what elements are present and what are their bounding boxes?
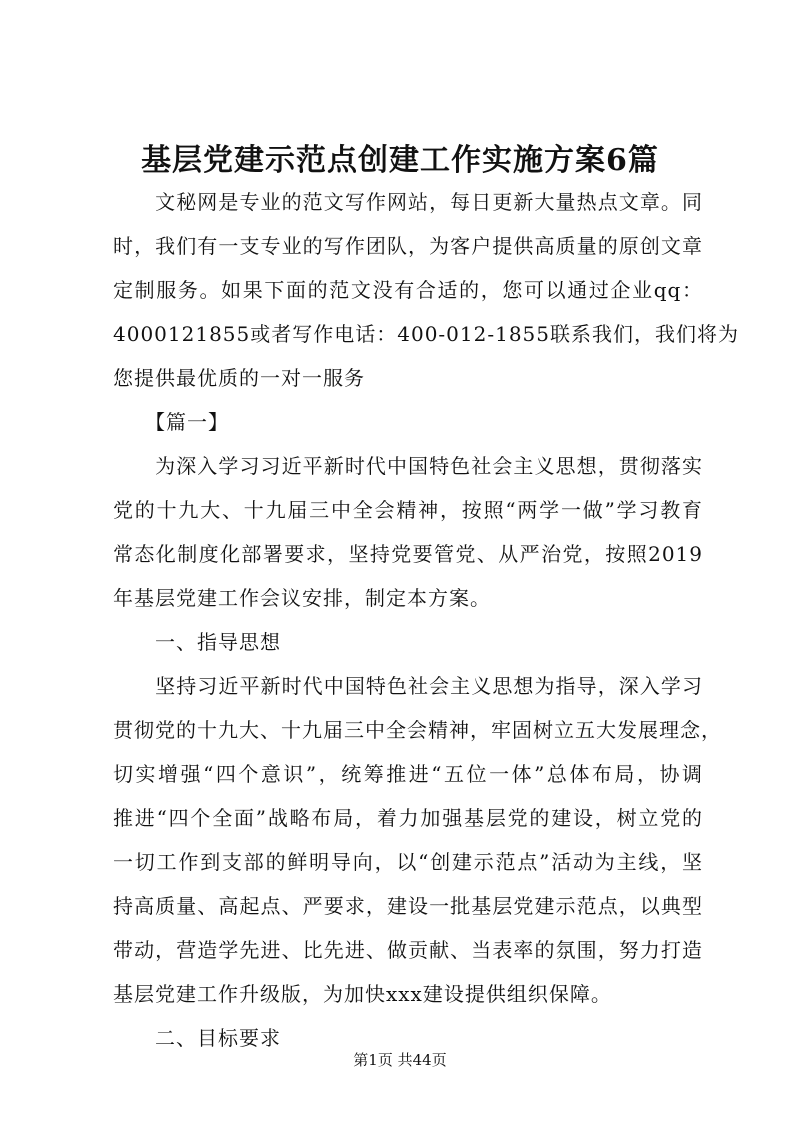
paragraph-line: 一切工作到支部的鲜明导向，以“创建示范点”活动为主线，坚 bbox=[113, 850, 703, 874]
page-title: 基层党建示范点创建工作实施方案6篇 bbox=[141, 143, 659, 178]
paragraph-line: 带动，营造学先进、比先进、做贡献、当表率的氛围，努力打造 bbox=[113, 938, 703, 962]
paragraph-line: 党的十九大、十九届三中全会精神，按照“两学一做”学习教育 bbox=[113, 498, 703, 522]
intro-line: 4000121855或者写作电话：400-012-1855联系我们，我们将为 bbox=[113, 322, 740, 346]
intro-line: 文秘网是专业的范文写作网站，每日更新大量热点文章。同 bbox=[113, 190, 703, 214]
paragraph-line: 坚持习近平新时代中国特色社会主义思想为指导，深入学习 bbox=[113, 674, 703, 698]
paragraph-line: 年基层党建工作会议安排，制定本方案。 bbox=[113, 586, 491, 610]
paragraph-line: 基层党建工作升级版，为加快xxx建设提供组织保障。 bbox=[113, 982, 612, 1006]
subheading-guiding-thought: 一、指导思想 bbox=[113, 630, 281, 654]
section-heading: 【篇一】 bbox=[113, 410, 229, 434]
paragraph-line: 切实增强“四个意识”，统筹推进“五位一体”总体布局，协调 bbox=[113, 762, 703, 786]
paragraph-line: 持高质量、高起点、严要求，建设一批基层党建示范点，以典型 bbox=[113, 894, 703, 918]
paragraph-line: 为深入学习习近平新时代中国特色社会主义思想，贯彻落实 bbox=[113, 454, 703, 478]
paragraph-line: 推进“四个全面”战略布局，着力加强基层党的建设，树立党的 bbox=[113, 806, 703, 830]
intro-line: 您提供最优质的一对一服务 bbox=[113, 366, 365, 390]
intro-line: 时，我们有一支专业的写作团队，为客户提供高质量的原创文章 bbox=[113, 234, 703, 258]
paragraph-line: 常态化制度化部署要求，坚持党要管党、从严治党，按照2019 bbox=[113, 542, 703, 566]
page-number-footer: 第1页 共44页 bbox=[353, 1051, 447, 1069]
intro-line: 定制服务。如果下面的范文没有合适的，您可以通过企业qq： bbox=[113, 278, 703, 302]
paragraph-line: 贯彻党的十九大、十九届三中全会精神，牢固树立五大发展理念， bbox=[113, 718, 722, 742]
subheading-goals: 二、目标要求 bbox=[113, 1026, 281, 1050]
